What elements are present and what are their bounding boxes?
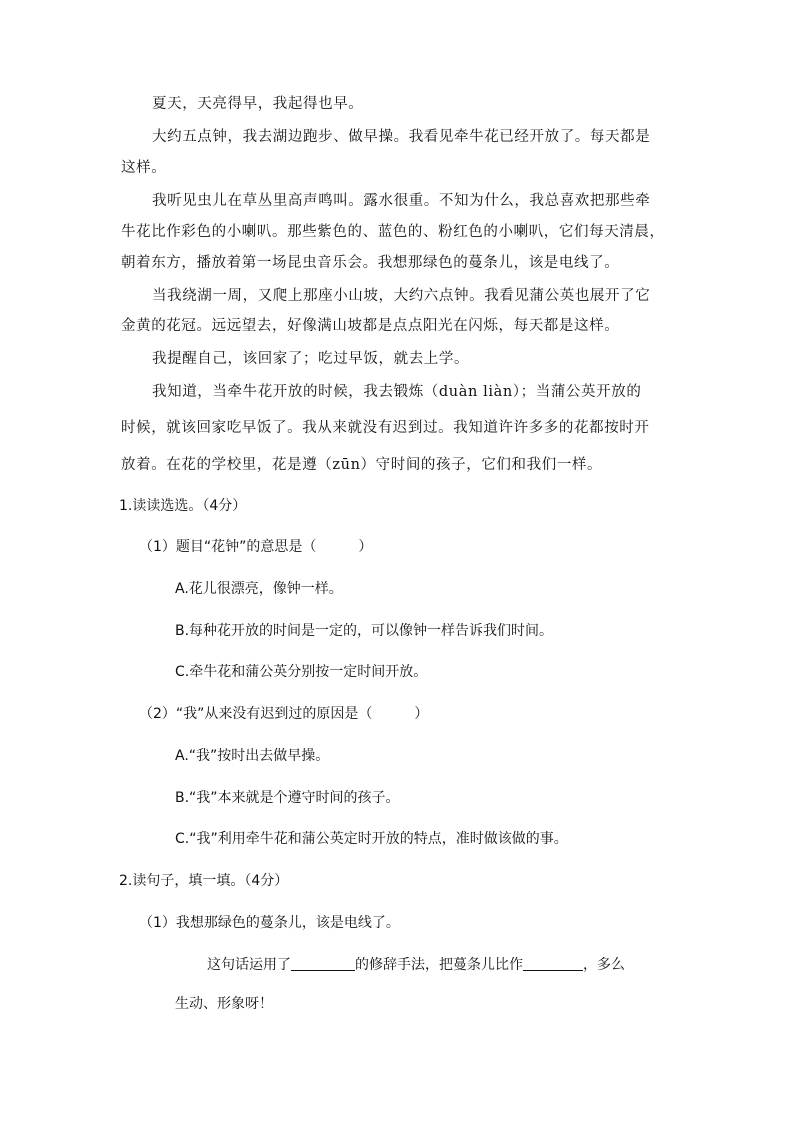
- question-1-1-stem: （1）题目“花钟”的意思是（ ）: [139, 539, 373, 555]
- question-1-2-option-b: B.“我”本来就是个遵守时间的孩子。: [175, 790, 400, 806]
- passage-paragraph-4-line-1: 当我绕湖一周，又爬上那座小山坡，大约六点钟。我看见蒲公英也展开了它: [152, 288, 651, 304]
- fill-text-part-1: 这句话运用了: [207, 957, 291, 973]
- passage-paragraph-2-line-2: 这样。: [121, 160, 167, 176]
- passage-paragraph-3-line-1: 我听见虫儿在草丛里高声鸣叫。露水很重。不知为什么，我总喜欢把那些牵: [152, 193, 651, 209]
- question-1-title: 1.读读选选。（4分）: [119, 498, 247, 514]
- passage-paragraph-6-line-2: 时候，就该回家吃早饭了。我从来就没有迟到过。我知道许许多多的花都按时开: [121, 420, 650, 436]
- question-1-1-option-b: B.每种花开放的时间是一定的，可以像钟一样告诉我们时间。: [175, 623, 554, 639]
- passage-paragraph-5: 我提醒自己，该回家了；吃过早饭，就去上学。: [152, 351, 470, 367]
- passage-paragraph-1: 夏天，天亮得早，我起得也早。: [152, 96, 364, 112]
- fill-text-part-2: 的修辞手法，把蔓条儿比作: [355, 957, 523, 973]
- question-1-2-option-c: C.“我”利用牵牛花和蒲公英定时开放的特点，准时做该做的事。: [175, 831, 568, 847]
- answer-blank-2[interactable]: [523, 955, 583, 971]
- answer-blank-1[interactable]: [291, 955, 355, 971]
- passage-paragraph-2-line-1: 大约五点钟，我去湖边跑步、做早操。我看见牵牛花已经开放了。每天都是: [152, 129, 651, 145]
- question-1-2-stem: （2）“我”从来没有迟到过的原因是（ ）: [139, 706, 429, 722]
- passage-paragraph-3-line-2: 牛花比作彩色的小喇叭。那些紫色的、蓝色的、粉红色的小喇叭，它们每天清晨，: [121, 224, 665, 240]
- passage-paragraph-6-line-1: 我知道，当牵牛花开放的时候，我去锻炼（duàn liàn）；当蒲公英开放的: [152, 384, 642, 400]
- question-1-1-option-a: A.花儿很漂亮，像钟一样。: [175, 581, 343, 597]
- question-2-title: 2.读句子，填一填。（4分）: [119, 873, 289, 889]
- fill-text-part-3: ，多么: [583, 957, 625, 973]
- question-2-1-fill-line-2: 生动、形象呀！: [175, 996, 273, 1012]
- question-2-1-stem: （1）我想那绿色的蔓条儿，该是电线了。: [139, 915, 400, 931]
- passage-paragraph-3-line-3: 朝着东方，播放着第一场昆虫音乐会。我想那绿色的蔓条儿，该是电线了。: [121, 255, 620, 271]
- passage-paragraph-4-line-2: 金黄的花冠。远远望去，好像满山坡都是点点阳光在闪烁，每天都是这样。: [121, 318, 620, 334]
- question-2-1-fill-sentence: [207, 955, 625, 975]
- question-1-2-option-a: A.“我”按时出去做早操。: [175, 748, 330, 764]
- question-1-1-option-c: C.牵牛花和蒲公英分别按一定时间开放。: [175, 664, 428, 680]
- passage-paragraph-6-line-3: 放着。在花的学校里，花是遵（zūn）守时间的孩子，它们和我们一样。: [121, 457, 603, 473]
